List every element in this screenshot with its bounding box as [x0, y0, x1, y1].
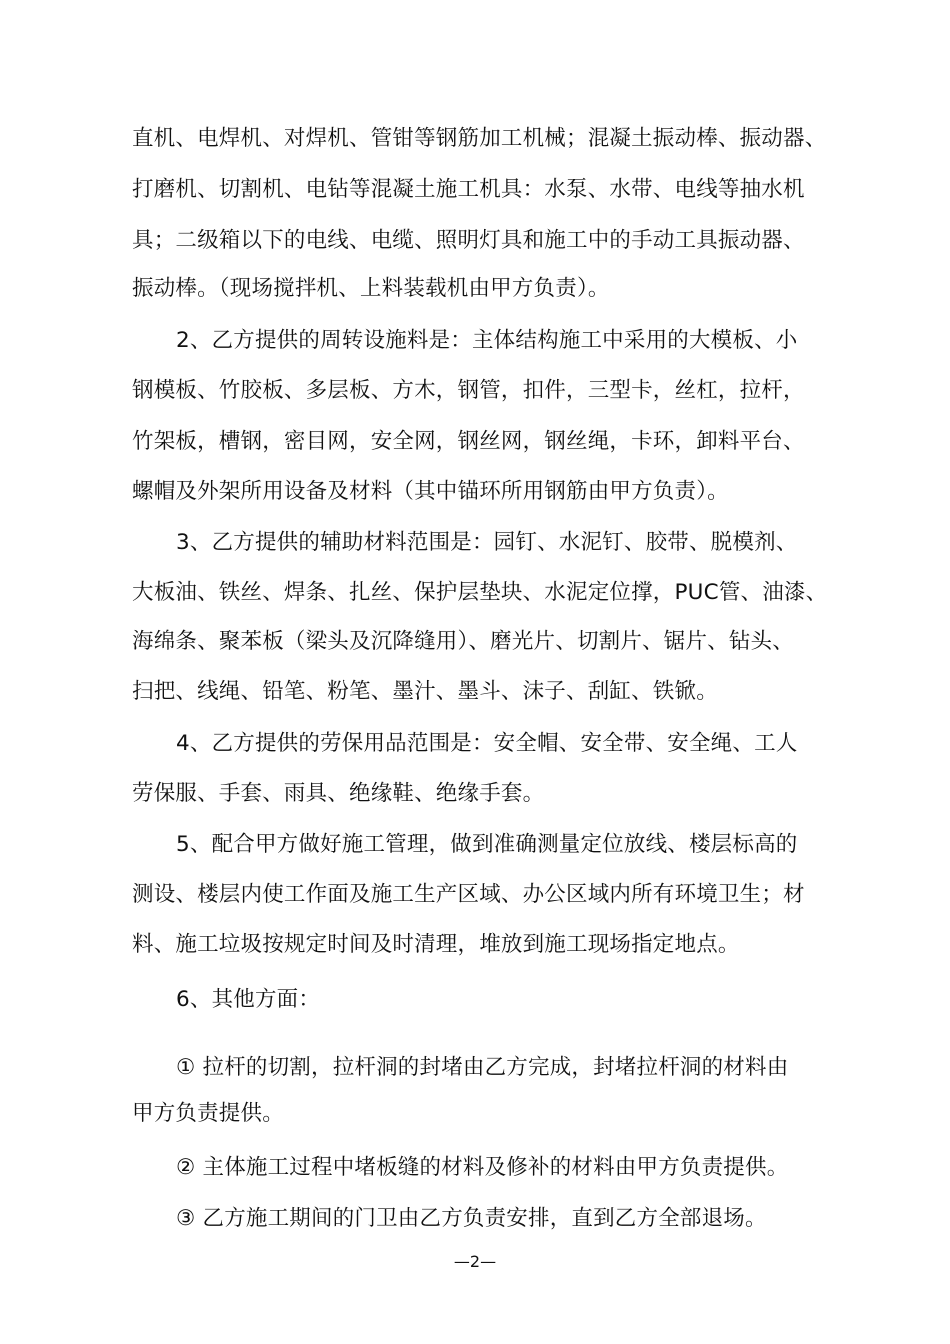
text-line: 扫把、线绳、铅笔、粉笔、墨汁、墨斗、沫子、刮缸、铁锨。 [132, 679, 718, 704]
list-item-3: ③ 乙方施工期间的门卫由乙方负责安排，直到乙方全部退场。 [176, 1206, 767, 1231]
paragraph-5-first-line: 5、配合甲方做好施工管理，做到准确测量定位放线、楼层标高的 [176, 832, 798, 857]
page-number: —2— [453, 1252, 497, 1271]
text-line: 测设、楼层内使工作面及施工生产区域、办公区域内所有环境卫生；材 [132, 882, 805, 907]
text-line: 打磨机、切割机、电钻等混凝土施工机具：水泵、水带、电线等抽水机 [132, 177, 805, 202]
text-line: 海绵条、聚苯板（梁头及沉降缝用）、磨光片、切割片、锯片、钻头、 [132, 629, 794, 654]
text-line: 大板油、铁丝、焊条、扎丝、保护层垫块、水泥定位撑，PUC管、油漆、 [132, 580, 828, 605]
list-item-2: ② 主体施工过程中堵板缝的材料及修补的材料由甲方负责提供。 [176, 1155, 789, 1180]
text-line: 竹架板，槽钢，密目网，安全网，钢丝网，钢丝绳，卡环，卸料平台、 [132, 429, 805, 454]
paragraph-3-first-line: 3、乙方提供的辅助材料范围是：园钉、水泥钉、胶带、脱模剂、 [176, 530, 798, 555]
paragraph-2-first-line: 2、乙方提供的周转设施料是：主体结构施工中采用的大模板、小 [176, 328, 798, 353]
text-line: 料、施工垃圾按规定时间及时清理，堆放到施工现场指定地点。 [132, 932, 740, 957]
paragraph-4-first-line: 4、乙方提供的劳保用品范围是：安全帽、安全带、安全绳、工人 [176, 731, 798, 756]
text-line: 螺帽及外架所用设备及材料（其中锚环所用钢筋由甲方负责）。 [132, 479, 729, 504]
text-line: 甲方负责提供。 [132, 1101, 284, 1126]
text-line: 具；二级箱以下的电线、电缆、照明灯具和施工中的手动工具振动器、 [132, 228, 805, 253]
text-line: 劳保服、手套、雨具、绝缘鞋、绝缘手套。 [132, 781, 545, 806]
paragraph-6-heading: 6、其他方面： [176, 987, 321, 1012]
text-line: 钢模板、竹胶板、多层板、方木，钢管，扣件，三型卡，丝杠，拉杆， [132, 378, 805, 403]
list-item-1-first-line: ① 拉杆的切割，拉杆洞的封堵由乙方完成，封堵拉杆洞的材料由 [176, 1055, 789, 1080]
text-line: 振动棒。（现场搅拌机、上料装载机由甲方负责）。 [132, 276, 610, 301]
text-line: 直机、电焊机、对焊机、管钳等钢筋加工机械；混凝土振动棒、振动器、 [132, 126, 827, 151]
